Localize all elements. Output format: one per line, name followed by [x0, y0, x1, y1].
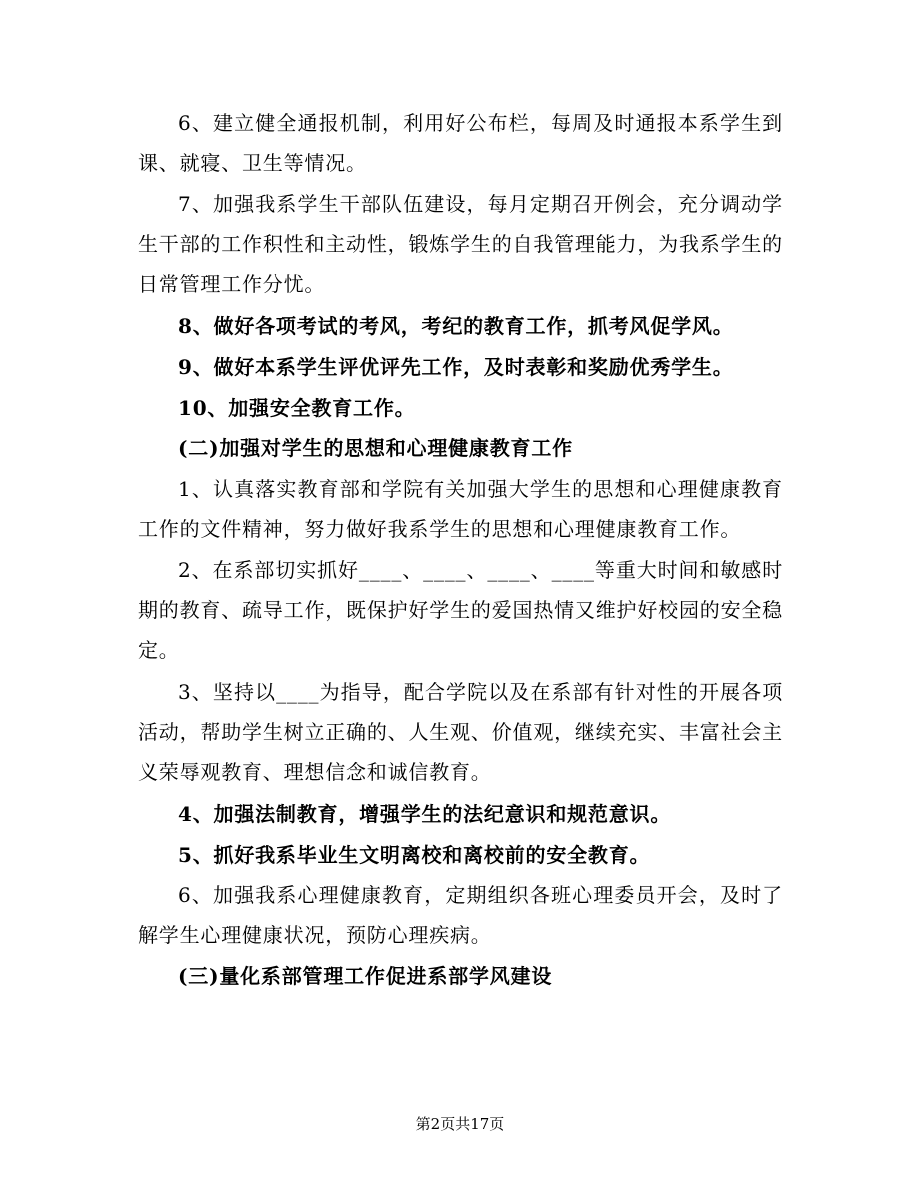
paragraph-item-3-guidance: 3、坚持以____为指导，配合学院以及在系部有针对性的开展各项活动，帮助学生树立正确的、人生观、价值观，继续充实、丰富社会主义荣辱观教育、理想信念和诚信教育。 — [138, 680, 783, 784]
paragraph-item-1-mental-health: 1、认真落实教育部和学院有关加强大学生的思想和心理健康教育工作的文件精神，努力做好我系学生的思想和心理健康教育工作。 — [138, 477, 783, 541]
paragraph-item-8-exam-discipline: 8、做好各项考试的考风，考纪的教育工作，抓考风促学风。 — [178, 314, 734, 338]
paragraph-item-6-notification: 6、建立健全通报机制，利用好公布栏，每周及时通报本系学生到课、就寝、卫生等情况。 — [138, 111, 783, 175]
page-number-footer: 第2页共17页 — [415, 1115, 505, 1133]
paragraph-item-4-legal-education: 4、加强法制教育，增强学生的法纪意识和规范意识。 — [178, 802, 672, 826]
section-heading-2: (二)加强对学生的思想和心理健康教育工作 — [178, 436, 573, 460]
section-heading-3: (三)量化系部管理工作促进系部学风建设 — [178, 964, 553, 988]
paragraph-item-7-student-cadres: 7、加强我系学生干部队伍建设，每月定期召开例会，充分调动学生干部的工作积性和主动性，锻炼学生的自我管理能力，为我系学生的日常管理工作分忧。 — [138, 192, 783, 296]
paragraph-item-5-graduates: 5、抓好我系毕业生文明离校和离校前的安全教育。 — [178, 843, 651, 867]
paragraph-item-6-psychology: 6、加强我系心理健康教育，定期组织各班心理委员开会，及时了解学生心理健康状况，预防心理疾病。 — [138, 883, 783, 947]
paragraph-item-10-safety: 10、加强安全教育工作。 — [178, 396, 416, 420]
paragraph-item-9-awards: 9、做好本系学生评优评先工作，及时表彰和奖励优秀学生。 — [178, 355, 734, 379]
paragraph-item-2-sensitive-periods: 2、在系部切实抓好____、____、____、____等重大时间和敏感时期的教育、疏导工作，既保护好学生的爱国热情又维护好校园的安全稳定。 — [138, 558, 783, 662]
